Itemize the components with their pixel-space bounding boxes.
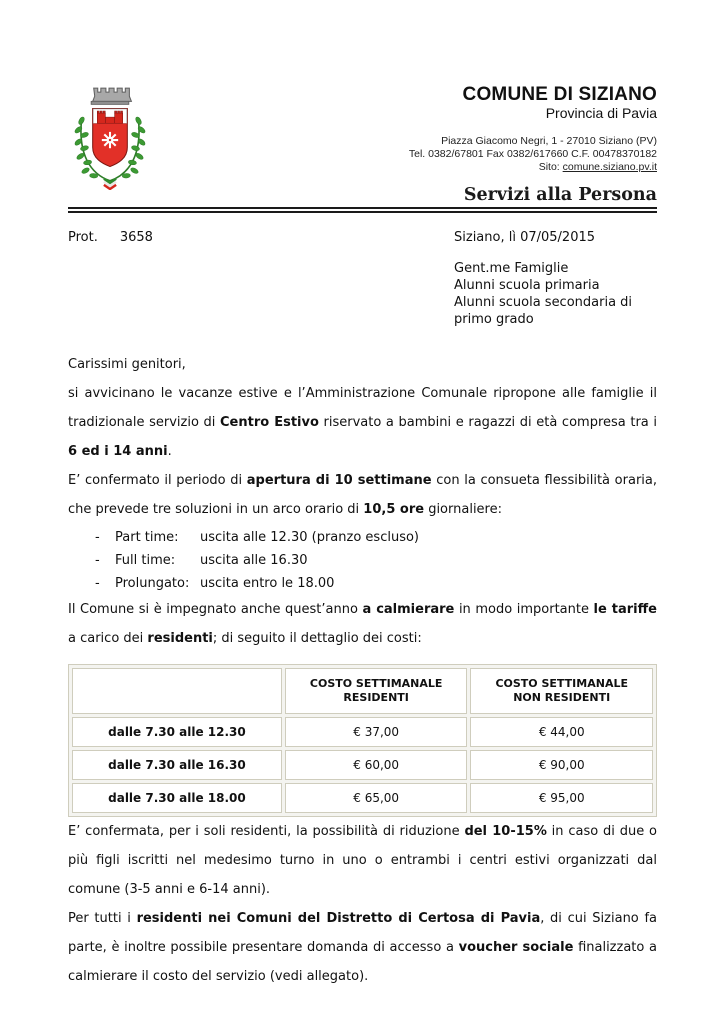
letterhead — [68, 84, 657, 206]
resident-cost: € 60,00 — [285, 750, 468, 780]
header-cell-residents: COSTO SETTIMANALE RESIDENTI — [285, 668, 468, 714]
non-resident-cost: € 95,00 — [470, 783, 653, 813]
schedule-item-prolungato — [68, 572, 657, 595]
org-title: COMUNE DI SIZIANO — [462, 84, 657, 105]
cost-table — [68, 664, 657, 817]
paragraph-intro: si avvicinano le vacanze estive e l’Amministrazione Comunale ripropone alle famiglie il tradizionale servizio di Centro Estivo riservato a bambini e ragazzi di età compresa tra i 6 ed i 14 anni. — [68, 386, 657, 459]
time-slot: dalle 7.30 alle 18.00 — [72, 783, 282, 813]
schedule-label: Full time: — [115, 553, 176, 568]
list-dash: - — [95, 553, 100, 568]
recipients-block — [454, 260, 657, 328]
prot-number: 3658 — [119, 230, 153, 245]
org-subtitle: Provincia di Pavia — [545, 105, 657, 121]
shield-icon — [93, 108, 128, 166]
schedule-value: uscita alle 12.30 (pranzo escluso) — [200, 530, 419, 545]
prot-label: Prot. — [68, 230, 98, 245]
list-dash: - — [95, 576, 100, 591]
crest-svg — [68, 84, 152, 190]
table-header-row — [72, 668, 653, 714]
recipient-line: Alunni scuola primaria — [454, 278, 600, 293]
paragraph-schedule: E’ confermato il periodo di apertura di 10 settimane con la consueta flessibilità oraria, che prevede tre soluzioni in un arco orario di 10,5 ore giornaliere: — [68, 473, 657, 517]
non-resident-cost: € 90,00 — [470, 750, 653, 780]
paragraph-tariffe: Il Comune si è impegnato anche quest’anno a calmierare in modo importante le tariffe a carico dei residenti; di seguito il dettaglio dei costi: — [68, 602, 657, 646]
time-slot: dalle 7.30 alle 12.30 — [72, 717, 282, 747]
non-resident-cost: € 44,00 — [470, 717, 653, 747]
schedule-value: uscita entro le 18.00 — [200, 576, 335, 591]
schedule-item-full-time — [68, 549, 657, 572]
header-divider — [68, 207, 657, 213]
paragraph-voucher: Per tutti i residenti nei Comuni del Distretto di Certosa di Pavia, di cui Siziano fa parte, è inoltre possibile presentare domanda di accesso a voucher sociale finalizzato a calmierare il costo del servizio (vedi allegato). — [68, 911, 657, 984]
protocol-row — [68, 229, 657, 246]
header-cell-non-residents: COSTO SETTIMANALE NON RESIDENTI — [470, 668, 653, 714]
table-row — [72, 750, 653, 780]
schedule-list — [68, 526, 657, 595]
mural-crown-icon — [91, 88, 131, 104]
contact-block — [163, 135, 657, 174]
schedule-label: Part time: — [115, 530, 179, 545]
salutation: Carissimi genitori, — [68, 357, 186, 372]
paragraph-riduzione: E’ confermata, per i soli residenti, la possibilità di riduzione del 10-15% in caso di due o più figli iscritti nel medesimo turno in uno o entrambi i centri estivi organizzati dal comune (3-5 anni e 6-14 anni). — [68, 824, 657, 897]
letterhead-text — [163, 84, 657, 206]
schedule-item-part-time — [68, 526, 657, 549]
schedule-value: uscita alle 16.30 — [200, 553, 308, 568]
table-row — [72, 717, 653, 747]
schedule-label: Prolungato: — [115, 576, 190, 591]
date-line: Siziano, lì 07/05/2015 — [454, 230, 596, 245]
address-line: Piazza Giacomo Negri, 1 - 27010 Siziano (PV) — [441, 135, 657, 147]
municipal-crest-icon — [68, 84, 163, 194]
recipient-line: Alunni scuola secondaria di primo grado — [454, 295, 633, 327]
department-title: Servizi alla Persona — [463, 185, 657, 205]
site-link[interactable]: comune.siziano.pv.it — [562, 161, 657, 173]
list-dash: - — [95, 530, 100, 545]
resident-cost: € 65,00 — [285, 783, 468, 813]
recipient-line: Gent.me Famiglie — [454, 261, 569, 276]
table-row — [72, 783, 653, 813]
phone-line: Tel. 0382/67801 Fax 0382/617660 C.F. 00478370182 — [408, 148, 657, 160]
resident-cost: € 37,00 — [285, 717, 468, 747]
site-line — [163, 161, 657, 174]
site-label: Sito: — [538, 161, 563, 173]
header-cell-empty — [72, 668, 282, 714]
time-slot: dalle 7.30 alle 16.30 — [72, 750, 282, 780]
